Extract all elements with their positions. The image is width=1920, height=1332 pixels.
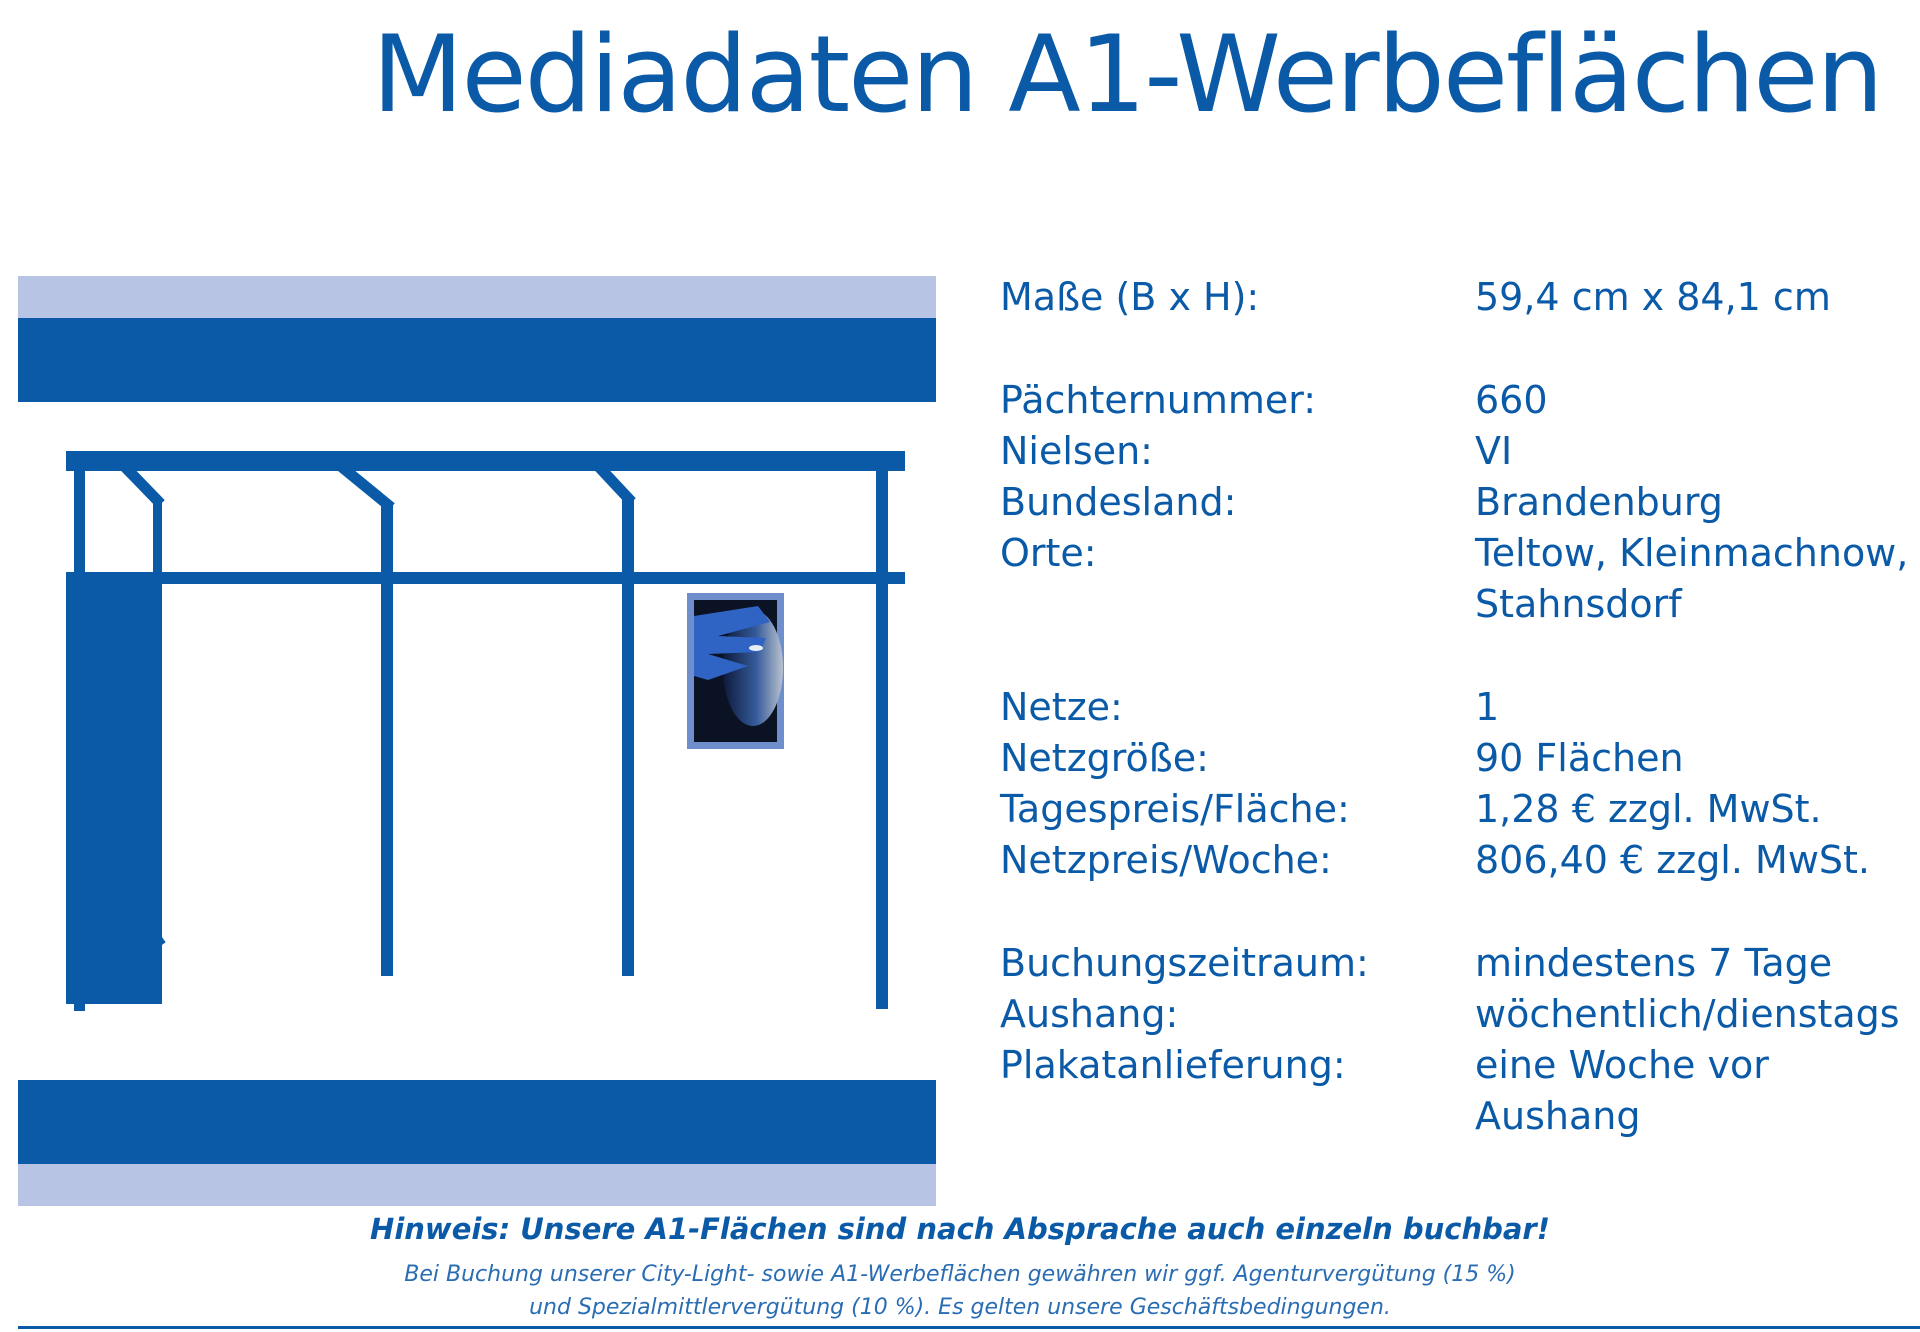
fact-value: eine Woche vor Aushang (1475, 1043, 1769, 1138)
fact-value: wöchentlich/dienstags (1475, 992, 1900, 1036)
fact-label: Tagespreis/Fläche: (1000, 787, 1350, 831)
fact-value-line: Teltow, Kleinmachnow, (1475, 531, 1909, 575)
fine-print-line: und Spezialmittlervergütung (10 %). Es gelten unsere Geschäftsbedingungen. (529, 1295, 1391, 1320)
fact-label: Netzgröße: (1000, 736, 1209, 780)
fact-value-line: Stahnsdorf (1475, 582, 1682, 626)
bus-shelter-illustration (18, 276, 938, 1206)
fact-value: 59,4 cm x 84,1 cm (1475, 275, 1831, 319)
fact-value: 90 Flächen (1475, 736, 1684, 780)
fact-value: VI (1475, 429, 1513, 473)
fact-row (1000, 835, 1915, 886)
bottom-light-stripe (18, 1164, 936, 1206)
fact-value: 660 (1475, 378, 1548, 422)
media-facts (1000, 272, 1915, 1142)
fact-value: Brandenburg (1475, 480, 1723, 524)
fact-row (1000, 682, 1915, 733)
fact-label: Plakatanlieferung: (1000, 1043, 1346, 1087)
a1-poster (687, 593, 784, 749)
fact-label: Pächternummer: (1000, 378, 1317, 422)
fact-label: Nielsen: (1000, 429, 1153, 473)
top-light-stripe (18, 276, 936, 318)
fact-value: 1,28 € zzgl. MwSt. (1475, 787, 1822, 831)
page-title: Mediadaten A1-Werbeflächen (372, 13, 1882, 136)
fact-value (1475, 528, 1915, 630)
booking-notice: Hinweis: Unsere A1-Flächen sind nach Absprache auch einzeln buchbar! (370, 1212, 1550, 1246)
fact-value: 1 (1475, 685, 1500, 729)
fact-row (1000, 528, 1915, 630)
fact-row (1000, 989, 1915, 1040)
fact-row (1000, 272, 1915, 323)
fact-row (1000, 426, 1915, 477)
fact-row (1000, 733, 1915, 784)
fact-label: Netze: (1000, 685, 1123, 729)
fact-row (1000, 938, 1915, 989)
fact-label: Netzpreis/Woche: (1000, 838, 1332, 882)
fact-row (1000, 375, 1915, 426)
bottom-dark-stripe (18, 1080, 936, 1164)
top-dark-stripe (18, 318, 936, 402)
fact-value: 806,40 € zzgl. MwSt. (1475, 838, 1870, 882)
fact-label: Bundesland: (1000, 480, 1237, 524)
fine-print-line: Bei Buchung unserer City-Light- sowie A1-Werbeflächen gewähren wir ggf. Agenturvergütung (15 %) (404, 1262, 1516, 1287)
fact-label: Aushang: (1000, 992, 1179, 1036)
fact-row (1000, 784, 1915, 835)
fact-row (1000, 477, 1915, 528)
fact-value: mindestens 7 Tage (1475, 941, 1833, 985)
fine-print (0, 1258, 1920, 1324)
eye-shape (749, 645, 763, 651)
fact-label: Orte: (1000, 531, 1097, 575)
bottom-divider (18, 1326, 1920, 1329)
fact-row (1000, 1040, 1915, 1142)
fact-label: Buchungszeitraum: (1000, 941, 1369, 985)
fact-label: Maße (B x H): (1000, 275, 1260, 319)
